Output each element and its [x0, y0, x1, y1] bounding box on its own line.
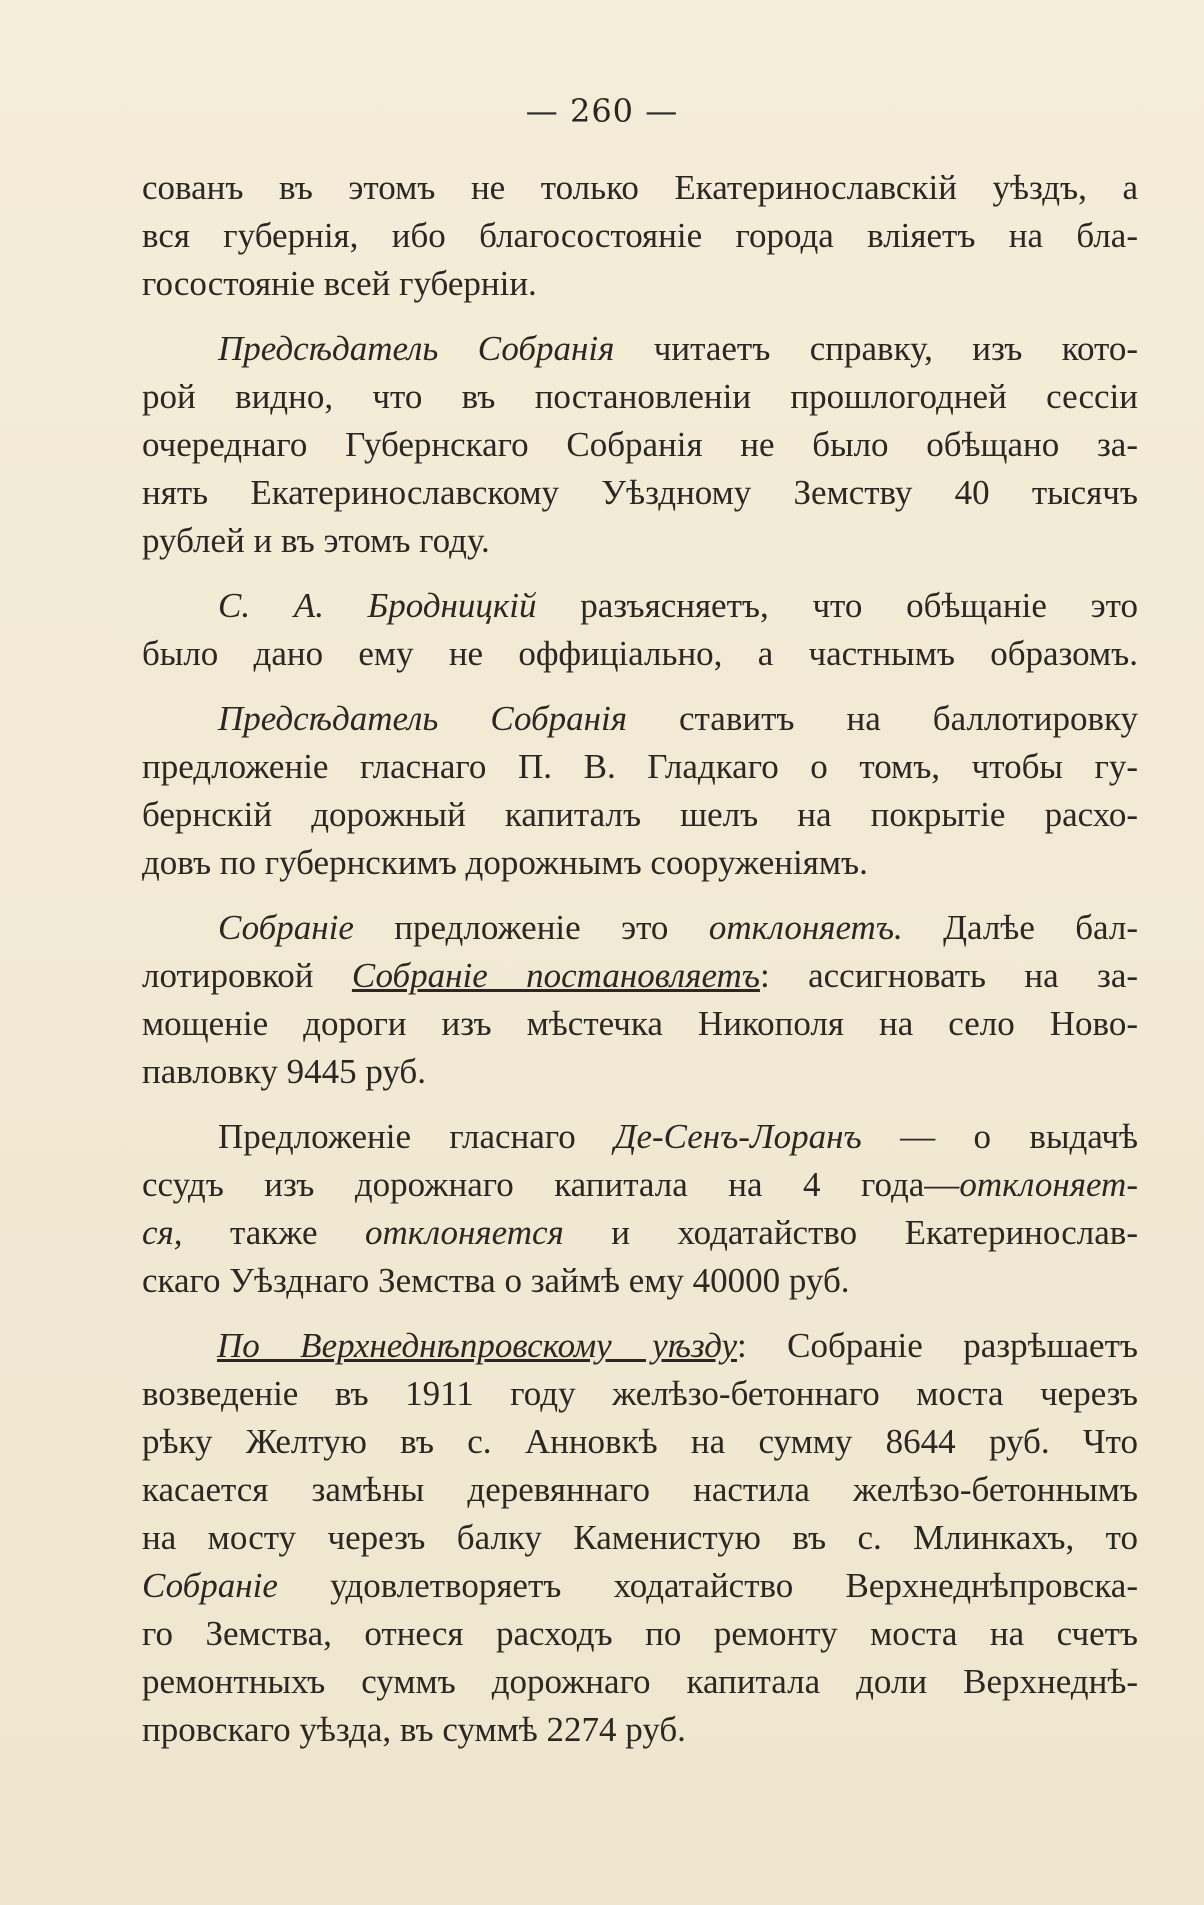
- text-line: скаго Уѣзднаго Земства о займѣ ему 40000 руб.: [142, 1261, 850, 1300]
- text-segment: Предложеніе гласнаго: [218, 1117, 615, 1156]
- text-line: вся губернія, ибо благосостояніе города вліяетъ на бла-: [142, 216, 1138, 255]
- text-line: [142, 695, 1138, 743]
- italic-text-segment: отклоняется: [365, 1213, 564, 1252]
- italic-text-segment: отклоняетъ.: [708, 908, 903, 947]
- text-segment: : ассигновать на за-: [759, 956, 1139, 995]
- text-line: павловку 9445 руб.: [142, 1052, 426, 1091]
- text-line: [142, 582, 1138, 630]
- text-segment: и ходатайство Екатеринослав-: [563, 1213, 1138, 1252]
- italic-text-segment: отклоняет-: [959, 1165, 1138, 1204]
- text-segment: ставитъ на баллотировку: [626, 699, 1138, 738]
- page-number: — 260 —: [525, 92, 679, 130]
- text-line: [142, 904, 1138, 952]
- text-segment: : Собраніе разрѣшаетъ: [736, 1326, 1138, 1365]
- paragraph-gap: [142, 887, 1138, 904]
- text-line: го Земства, отнеся расходъ по ремонту моста на счетъ: [142, 1614, 1138, 1653]
- text-line: было дано ему не оффиціально, а частнымъ образомъ.: [142, 634, 1138, 673]
- text-line: [142, 1209, 1138, 1257]
- paragraph-gap: [142, 1096, 1138, 1113]
- text-line: рѣку Желтую въ с. Анновкѣ на сумму 8644 руб. Что: [142, 1422, 1138, 1461]
- text-line: касается замѣны деревяннаго настила желѣзо-бетоннымъ: [142, 1470, 1138, 1509]
- italic-text-segment: Де-Сенъ-Лоранъ: [614, 1117, 862, 1156]
- paragraph-gap: [142, 1305, 1138, 1322]
- paragraph-gap: [142, 308, 1138, 325]
- text-segment: лотировкой: [142, 956, 352, 995]
- text-line: [142, 325, 1138, 373]
- text-line: рублей и въ этомъ году.: [142, 521, 490, 560]
- text-line: довъ по губернскимъ дорожнымъ сооруженіямъ.: [142, 843, 868, 882]
- text-segment: Далѣе бал-: [902, 908, 1138, 947]
- text-line: [142, 1113, 1138, 1161]
- text-segment: читаетъ справку, изъ кото-: [614, 329, 1138, 368]
- text-line: сованъ въ этомъ не только Екатеринославскій уѣздъ, а: [142, 168, 1138, 207]
- text-line: бернскій дорожный капиталъ шелъ на покрытіе расхо-: [142, 795, 1138, 834]
- paragraph-gap: [142, 678, 1138, 695]
- italic-text-segment: С. А. Бродницкій: [218, 586, 537, 625]
- text-line: госостояніе всей губерніи.: [142, 264, 537, 303]
- text-segment: ссудъ изъ дорожнаго капитала на 4 года—: [142, 1165, 960, 1204]
- italic-text-segment: Собраніе постановляетъ: [351, 956, 760, 995]
- text-line: мощеніе дороги изъ мѣстечка Никополя на село Ново-: [142, 1004, 1138, 1043]
- italic-text-segment: Предсѣдатель Собранія: [218, 699, 627, 738]
- text-line: провскаго уѣзда, въ суммѣ 2274 руб.: [142, 1710, 686, 1749]
- paragraph-gap: [142, 565, 1138, 582]
- text-line: очереднаго Губернскаго Собранія не было обѣщано за-: [142, 425, 1138, 464]
- italic-text-segment: Предсѣдатель Собранія: [218, 329, 615, 368]
- italic-text-segment: Собраніе: [218, 908, 354, 947]
- text-line: [142, 1322, 1138, 1370]
- text-line: на мосту черезъ балку Каменистую въ с. Млинкахъ, то: [142, 1518, 1138, 1557]
- italic-text-segment: ся,: [142, 1213, 183, 1252]
- text-segment: удовлетворяетъ ходатайство Верхнеднѣпровска-: [277, 1566, 1138, 1605]
- text-segment: разъясняетъ, что обѣщаніе это: [536, 586, 1138, 625]
- text-line: возведеніе въ 1911 году желѣзо-бетоннаго моста черезъ: [142, 1374, 1138, 1413]
- text-line: [142, 1562, 1138, 1610]
- text-segment: также: [182, 1213, 365, 1252]
- text-line: нять Екатеринославскому Уѣздному Земству 40 тысячъ: [142, 473, 1138, 512]
- text-line: [142, 952, 1138, 1000]
- body-text: [142, 164, 1138, 1754]
- text-segment: — о выдачѣ: [861, 1117, 1139, 1156]
- italic-text-segment: По Верхнеднѣпровскому уѣзду: [217, 1326, 737, 1365]
- text-line: рой видно, что въ постановленіи прошлогодней сессіи: [142, 377, 1138, 416]
- text-line: предложеніе гласнаго П. В. Гладкаго о томъ, чтобы гу-: [142, 747, 1138, 786]
- text-segment: предложеніе это: [353, 908, 709, 947]
- text-line: [142, 1161, 1138, 1209]
- italic-text-segment: Собраніе: [142, 1566, 278, 1605]
- text-line: ремонтныхъ суммъ дорожнаго капитала доли Верхнеднѣ-: [142, 1662, 1138, 1701]
